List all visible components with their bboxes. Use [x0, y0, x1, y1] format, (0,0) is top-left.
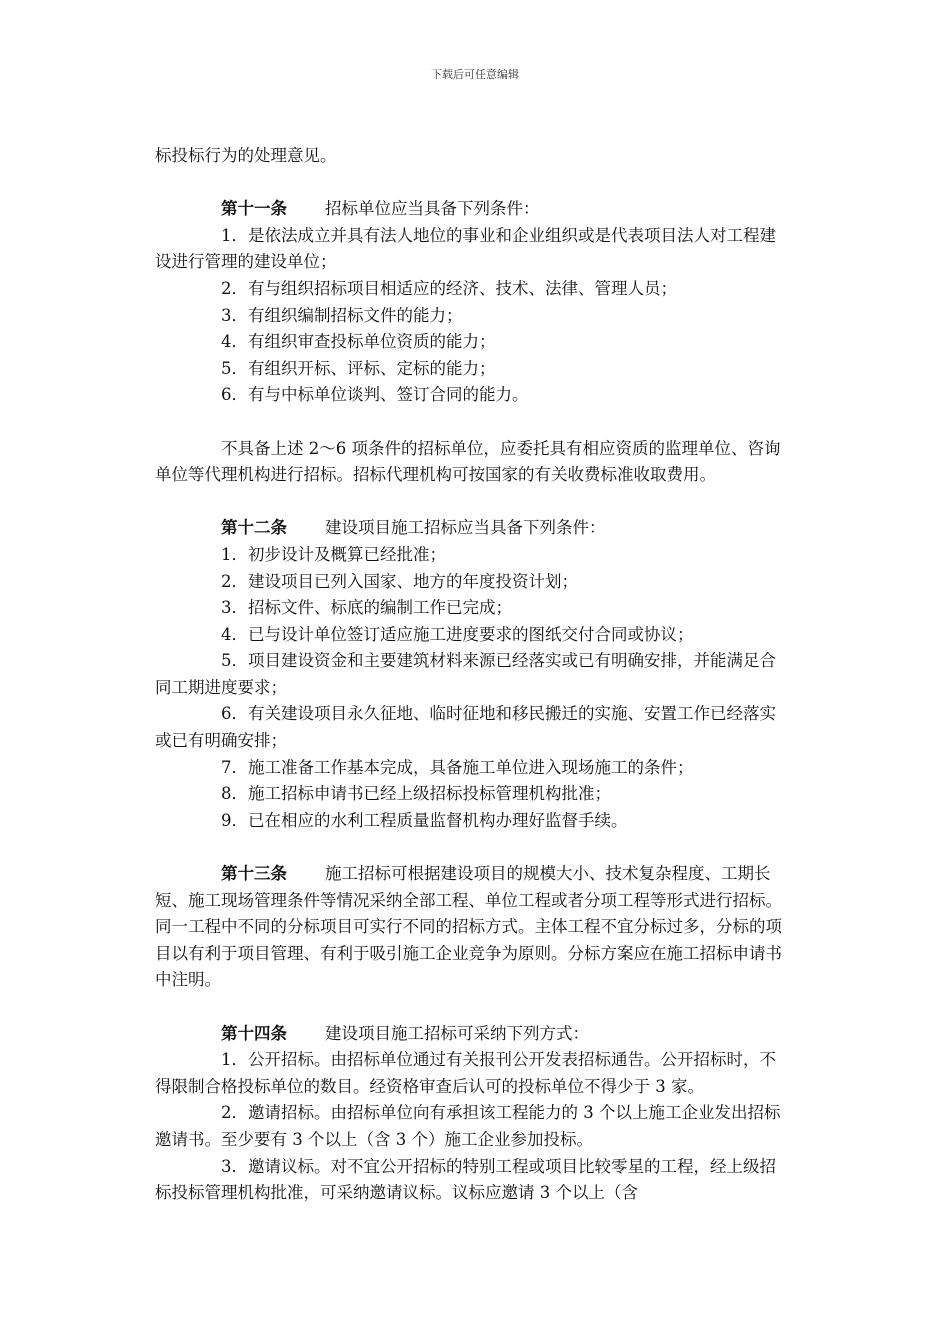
intro-line: 标投标行为的处理意见。 [155, 146, 337, 165]
article-12-item-6: 6．有关建设项目永久征地、临时征地和移民搬迁的实施、安置工作已经落实或已有明确安排； [155, 704, 776, 751]
article-13-text: 施工招标可根据建设项目的规模大小、技术复杂程度、工期长短、施工现场管理条件等情况采纳全部工程、单位工程或者分项工程等形式进行招标。同一工程中不同的分标项目可实行不同的招标方式。主体工程不宜分标过多，分标的项目以有利于项目管理、有利于吸引施工企业竞争为原则。分标方案应在施工招标申请书中注明。 [155, 864, 782, 990]
article-14-heading [155, 1021, 787, 1048]
document-body [155, 143, 787, 1207]
article-12-item-5: 5．项目建设资金和主要建筑材料来源已经落实或已有明确安排，并能满足合同工期进度要求； [155, 651, 776, 697]
article-12-item-8: 8．施工招标申请书已经上级招标投标管理机构批准； [221, 784, 611, 804]
article-12-item-4: 4．已与设计单位签订适应施工进度要求的图纸交付合同或协议； [221, 624, 694, 644]
article-11-note: 不具备上述 2～6 项条件的招标单位，应委托具有相应资质的监理单位、咨询单位等代理机构进行招标。招标代理机构可按国家的有关收费标准收取费用。 [155, 438, 781, 485]
article-13-paragraph [155, 861, 787, 994]
article-12-heading [155, 515, 787, 542]
article-12-heading-text: 建设项目施工招标应当具备下列条件： [325, 518, 606, 538]
article-14-item-1: 1．公开招标。由招标单位通过有关报刊公开发表招标通告。公开招标时，不得限制合格投标单位的数目。经资格审查后认可的投标单位不得少于 3 家。 [155, 1050, 776, 1096]
article-11-item-5: 5．有组织开标、评标、定标的能力； [221, 358, 496, 378]
article-12-item-3: 3．招标文件、标底的编制工作已完成； [221, 598, 512, 618]
article-11-item-4: 4．有组织审查投标单位资质的能力； [221, 332, 496, 352]
article-11-item-2: 2．有与组织招标项目相适应的经济、技术、法律、管理人员； [221, 278, 677, 298]
page-header-note: 下载后可任意编辑 [431, 68, 519, 81]
article-11-title: 第十一条 [221, 199, 287, 219]
article-11-heading [155, 196, 787, 223]
article-11-item-6: 6．有与中标单位谈判、签订合同的能力。 [221, 385, 529, 405]
article-12-item-9: 9．已在相应的水利工程质量监督机构办理好监督手续。 [221, 810, 628, 830]
article-11-item-3: 3．有组织编制招标文件的能力； [221, 305, 463, 325]
article-12-title: 第十二条 [221, 518, 287, 538]
article-14-title: 第十四条 [221, 1023, 287, 1043]
article-12-item-1: 1．初步设计及概算已经批准； [221, 544, 446, 564]
article-14-heading-text: 建设项目施工招标可采纳下列方式： [325, 1023, 589, 1043]
article-14-item-3: 3．邀请议标。对不宜公开招标的特别工程或项目比较零星的工程，经上级招标投标管理机构批准，可采纳邀请议标。议标应邀请 3 个以上（含 [155, 1156, 776, 1203]
article-13-title: 第十三条 [221, 864, 287, 884]
article-12-item-2: 2．建设项目已列入国家、地方的年度投资计划； [221, 571, 578, 591]
article-12-item-7: 7．施工准备工作基本完成，具备施工单位进入现场施工的条件； [221, 757, 694, 777]
article-11-heading-text: 招标单位应当具备下列条件： [325, 199, 540, 219]
article-14-item-2: 2．邀请招标。由招标单位向有承担该工程能力的 3 个以上施工企业发出招标邀请书。至少要有 3 个以上（含 3 个）施工企业参加投标。 [155, 1103, 781, 1149]
article-11-item-1: 1．是依法成立并具有法人地位的事业和企业组织或是代表项目法人对工程建设进行管理的建设单位； [155, 225, 776, 272]
